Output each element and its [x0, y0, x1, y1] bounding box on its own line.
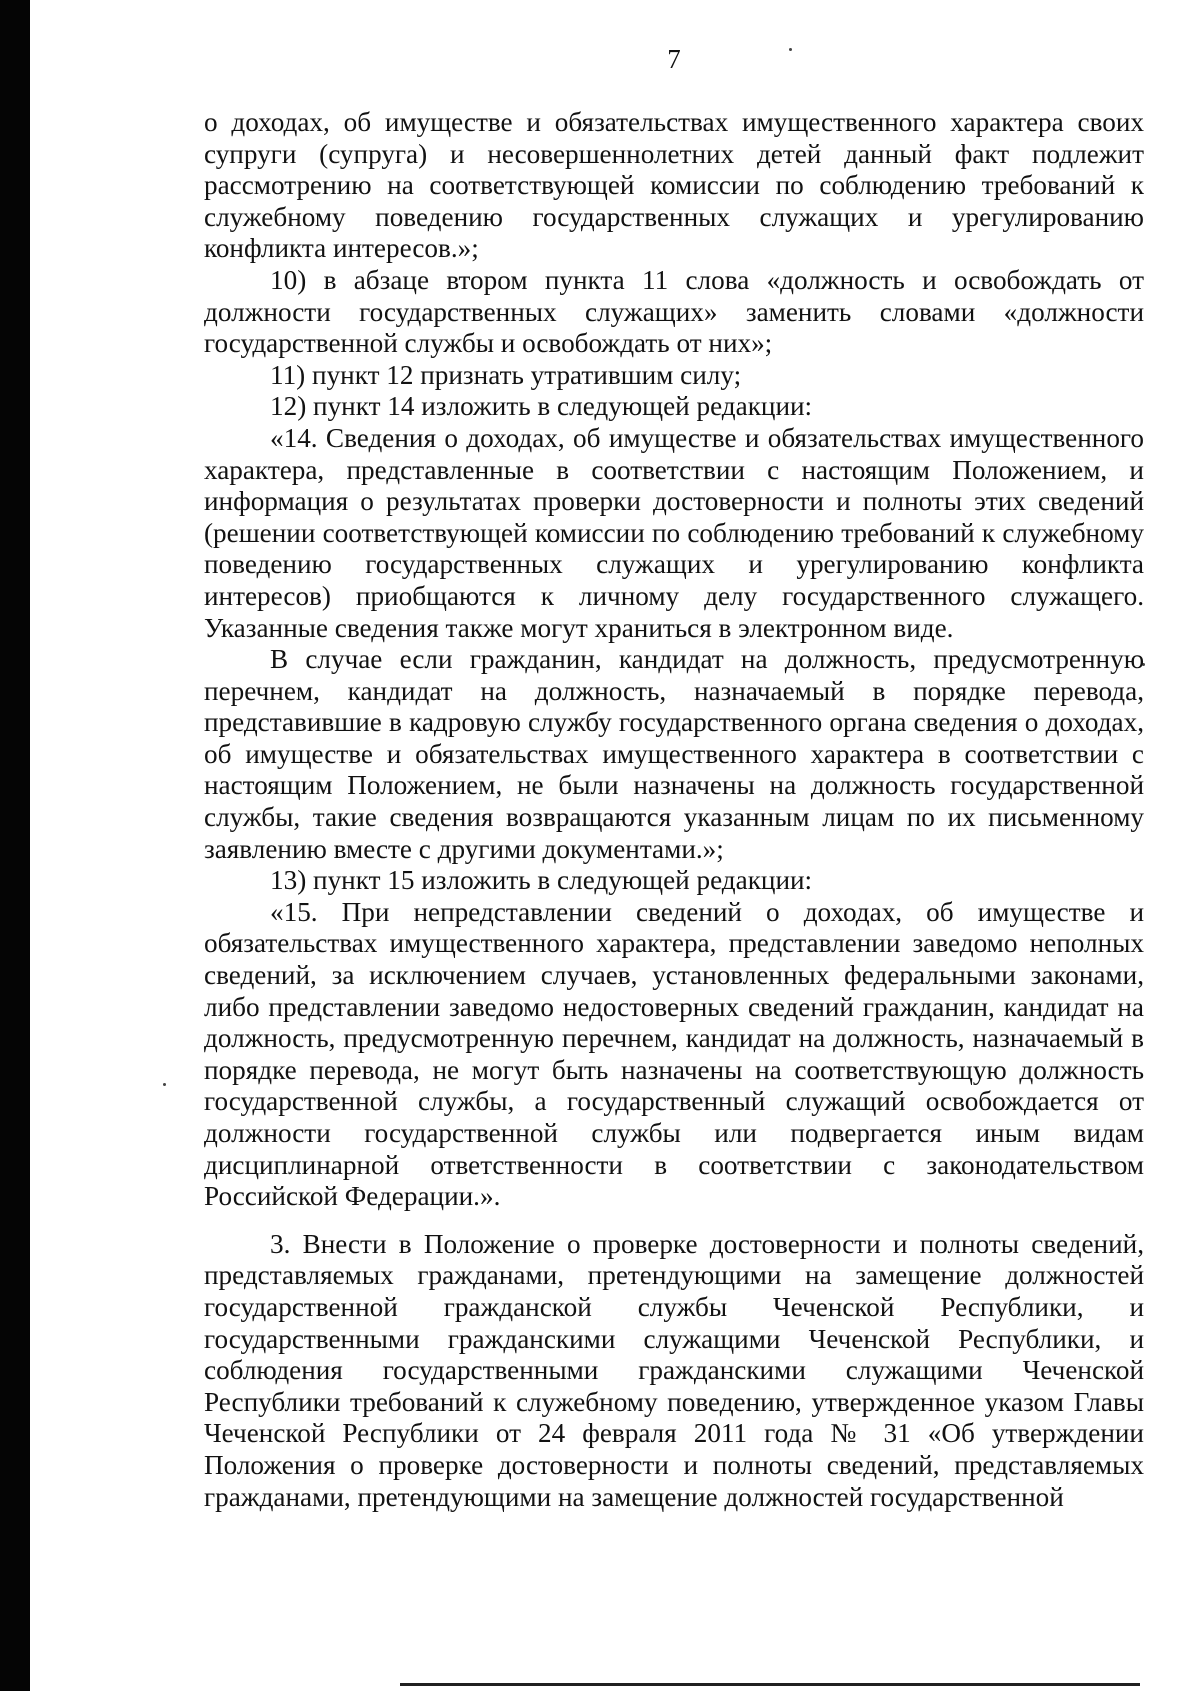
scan-speck — [163, 1083, 166, 1086]
paragraph-clause-15: «15. При непредставлении сведений о доходах, об имуществе и обязательствах имущественного характера, представлении заведомо неполных сведений, за исключением случаев, установленных федеральными законами, либо представлении заведомо недостоверных сведений гражданин, кандидат на должность, предусмотренную перечнем, кандидат на должность, назначаемый в порядке перевода, не могут быть назначены на соответствующую должность государственной службы, а государственный служащий освобождается от должности государственной службы или подвергается иным видам дисциплинарной ответственности в соответствии с законодательством Российской Федерации.». — [204, 896, 1144, 1212]
paragraph-item-11: 11) пункт 12 признать утратившим силу; — [270, 359, 742, 390]
paragraph-clause-14: «14. Сведения о доходах, об имуществе и обязательствах имущественного характера, представленные в соответствии с настоящим Положением, и информация о результатах проверки достоверности и полноты этих сведений (решении соответствующей комиссии по соблюдению требований к служебному поведению государственных служащих и урегулированию конфликта интересов) приобщаются к личному делу государственного служащего. Указанные сведения также могут храниться в электронном виде. — [204, 422, 1144, 643]
paragraph-item-12: 12) пункт 14 изложить в следующей редакции: — [270, 391, 813, 422]
scan-bottom-line — [400, 1683, 1140, 1686]
scan-left-edge — [0, 0, 30, 1691]
paragraph-continuation: о доходах, об имуществе и обязательствах имущественного характера своих супруги (супруга) и несовершеннолетних детей данный факт подлежит рассмотрению на соответствующей комиссии по соблюдению требований к служебному поведению государственных служащих и урегулированию конфликта интересов.»; — [204, 107, 1144, 264]
document-body — [204, 107, 1144, 1513]
paragraph-item-13: 13) пункт 15 изложить в следующей редакции: — [270, 865, 813, 896]
paragraph-item-10: 10) в абзаце втором пункта 11 слова «должность и освобождать от должности государственных служащих» заменить словами «должности государственной службы и освобождать от них»; — [204, 264, 1144, 359]
page-number: 7 — [667, 44, 681, 74]
paragraph-clause-14-second: В случае если гражданин, кандидат на должность, предусмотренную перечнем, кандидат на должность, назначаемый в порядке перевода, представившие в кадровую службу государственного органа сведения о доходах, об имуществе и обязательствах имущественного характера в соответствии с настоящим Положением, не были назначены на должность государственной службы, такие сведения возвращаются указанным лицам по их письменному заявлению вместе с другими документами.»; — [204, 644, 1144, 864]
paragraph-section-3: 3. Внести в Положение о проверке достоверности и полноты сведений, представляемых гражданами, претендующими на замещение должностей государственной гражданской службы Чеченской Республики, и государственными гражданскими служащими Чеченской Республики, и соблюдения государственными гражданскими служащими Чеченской Республики требований к служебному поведению, утвержденное указом Главы Чеченской Республики от 24 февраля 2011 года № 31 «Об утверждении Положения о проверке достоверности и полноты сведений, представляемых гражданами, претендующими на замещение должностей государственной — [204, 1228, 1144, 1512]
